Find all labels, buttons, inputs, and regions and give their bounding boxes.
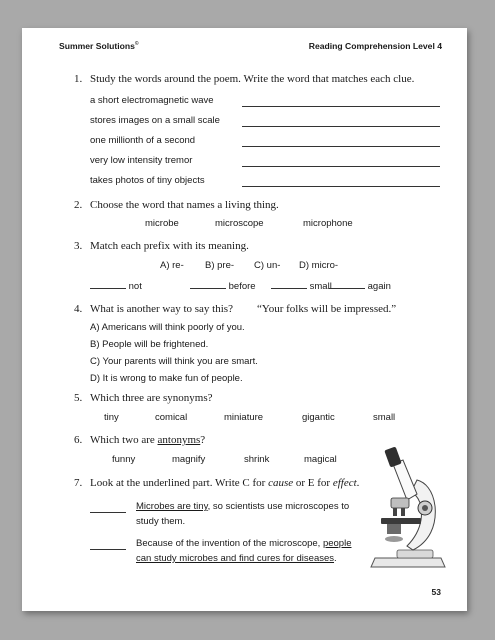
question-6: 6. Which two are antonyms? bbox=[74, 434, 206, 446]
q7-blank-1[interactable] bbox=[90, 512, 126, 513]
q5-option-tiny[interactable]: tiny bbox=[104, 412, 119, 423]
q6-option-magical[interactable]: magical bbox=[304, 454, 337, 465]
meaning-blank-4[interactable] bbox=[329, 288, 365, 289]
meaning-before: before bbox=[190, 281, 256, 292]
answer-line-4[interactable] bbox=[242, 166, 440, 167]
question-2: 2. Choose the word that names a living thing. bbox=[74, 199, 279, 211]
prefix-c: C) un- bbox=[254, 260, 281, 271]
answer-line-1[interactable] bbox=[242, 106, 440, 107]
q5-option-small[interactable]: small bbox=[373, 412, 396, 423]
q5-option-gigantic[interactable]: gigantic bbox=[302, 412, 335, 423]
q2-option-microscope[interactable]: microscope bbox=[215, 218, 264, 229]
meaning-blank-2[interactable] bbox=[190, 288, 226, 289]
meaning-blank-1[interactable] bbox=[90, 288, 126, 289]
q6-option-funny[interactable]: funny bbox=[112, 454, 136, 465]
prefix-a: A) re- bbox=[160, 260, 184, 271]
microscope-icon bbox=[367, 446, 457, 568]
question-1: 1. Study the words around the poem. Write the word that matches each clue. bbox=[74, 73, 415, 85]
header-left: Summer Solutions© bbox=[59, 41, 139, 51]
q7-item-1: Microbes are tiny, so scientists use microscopes to bbox=[136, 501, 350, 512]
q7-item-2: Because of the invention of the microscope, people bbox=[136, 538, 352, 549]
q4-option-d[interactable]: D) It is wrong to make fun of people. bbox=[90, 373, 243, 384]
meaning-not: not bbox=[90, 281, 142, 292]
header-right: Reading Comprehension Level 4 bbox=[308, 41, 442, 51]
meaning-blank-3[interactable] bbox=[271, 288, 307, 289]
answer-line-3[interactable] bbox=[242, 146, 440, 147]
q2-option-microphone[interactable]: microphone bbox=[303, 218, 353, 229]
clue-1: a short electromagnetic wave bbox=[90, 95, 214, 106]
q7-blank-2[interactable] bbox=[90, 549, 126, 550]
q4-option-b[interactable]: B) People will be frightened. bbox=[90, 339, 209, 350]
q6-option-shrink[interactable]: shrink bbox=[244, 454, 270, 465]
meaning-small: small bbox=[271, 281, 332, 292]
page-number: 53 bbox=[431, 587, 441, 597]
answer-line-5[interactable] bbox=[242, 186, 440, 187]
q4-option-a[interactable]: A) Americans will think poorly of you. bbox=[90, 322, 245, 333]
worksheet-page bbox=[22, 28, 467, 611]
q6-option-magnify[interactable]: magnify bbox=[172, 454, 206, 465]
q7-item-2-line2: can study microbes and find cures for diseases. bbox=[136, 553, 337, 564]
answer-line-2[interactable] bbox=[242, 126, 440, 127]
clue-2: stores images on a small scale bbox=[90, 115, 220, 126]
question-3: 3. Match each prefix with its meaning. bbox=[74, 240, 249, 252]
q5-option-comical[interactable]: comical bbox=[155, 412, 188, 423]
q4-quote: “Your folks will be impressed.” bbox=[257, 303, 397, 315]
q4-option-c[interactable]: C) Your parents will think you are smart. bbox=[90, 356, 258, 367]
clue-3: one millionth of a second bbox=[90, 135, 196, 146]
question-5: 5. Which three are synonyms? bbox=[74, 392, 213, 404]
clue-5: takes photos of tiny objects bbox=[90, 175, 205, 186]
prefix-b: B) pre- bbox=[205, 260, 235, 271]
clue-4: very low intensity tremor bbox=[90, 155, 193, 166]
meaning-again: again bbox=[329, 281, 391, 292]
q5-option-miniature[interactable]: miniature bbox=[224, 412, 264, 423]
question-4: 4. What is another way to say this? bbox=[74, 303, 233, 315]
q7-item-1-line2: study them. bbox=[136, 516, 186, 527]
prefix-d: D) micro- bbox=[299, 260, 339, 271]
q2-option-microbe[interactable]: microbe bbox=[145, 218, 179, 229]
question-7: 7. Look at the underlined part. Write C for cause or E for effect. bbox=[74, 477, 360, 489]
